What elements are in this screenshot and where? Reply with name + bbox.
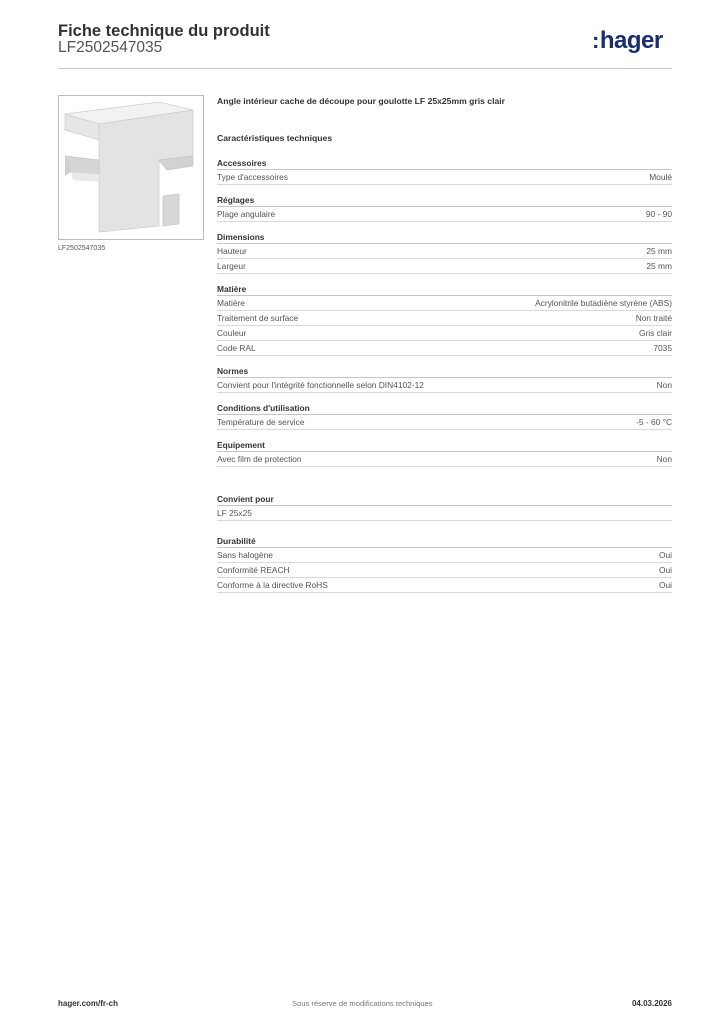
spec-groups <box>217 157 672 467</box>
hager-logo: :hager <box>592 27 663 54</box>
section-heading: Caractéristiques techniques <box>217 133 333 143</box>
row-value: Non traité <box>635 313 672 323</box>
row-value: 7035 <box>653 343 672 353</box>
row-value: Moulé <box>649 172 672 182</box>
row-label: Avec film de protection <box>217 454 302 464</box>
row-label: Code RAL <box>217 343 256 353</box>
spec-row <box>217 296 672 311</box>
row-label: Hauteur <box>217 246 247 256</box>
row-value: Non <box>656 454 672 464</box>
spec-group <box>217 194 672 222</box>
row-value: Oui <box>658 550 672 560</box>
logo-text: hager <box>599 27 663 54</box>
spec-row <box>217 326 672 341</box>
spec-group <box>217 231 672 274</box>
page-title: Fiche technique du produit <box>58 22 270 40</box>
row-label: Couleur <box>217 328 247 338</box>
product-image <box>58 95 204 240</box>
spec-group <box>217 439 672 467</box>
row-value: 90 - 90 <box>645 209 672 219</box>
spec-row <box>217 415 672 430</box>
row-label: Température de service <box>217 417 305 427</box>
row-value: 25 mm <box>646 261 672 271</box>
row-value: Non <box>656 380 672 390</box>
group-title: Accessoires <box>217 157 672 170</box>
row-value: 25 mm <box>646 246 672 256</box>
row-value: Oui <box>658 580 672 590</box>
spec-row <box>217 506 672 521</box>
row-value: -5 - 60 °C <box>636 417 672 427</box>
footer-notice: Sous réserve de modifications techniques <box>292 999 433 1008</box>
group-title: Normes <box>217 365 672 378</box>
group-title: Durabilité <box>217 535 672 548</box>
compatible-group <box>217 493 672 521</box>
spec-row <box>217 207 672 222</box>
product-description: Angle intérieur cache de découpe pour goulotte LF 25x25mm gris clair <box>217 96 505 106</box>
group-title: Dimensions <box>217 231 672 244</box>
row-label: Conformité REACH <box>217 565 290 575</box>
row-label: Plage angulaire <box>217 209 276 219</box>
durability-group <box>217 535 672 593</box>
group-title: Conditions d'utilisation <box>217 402 672 415</box>
row-label: Convient pour l'intégrité fonctionnelle selon DIN4102-12 <box>217 380 424 390</box>
spec-group <box>217 402 672 430</box>
row-value: Gris clair <box>638 328 672 338</box>
group-title: Equipement <box>217 439 672 452</box>
row-label: LF 25x25 <box>217 508 252 518</box>
image-caption: LF2502547035 <box>58 245 106 252</box>
row-label: Conforme à la directive RoHS <box>217 580 328 590</box>
product-specifications <box>217 96 672 602</box>
spec-row <box>217 244 672 259</box>
spec-row <box>217 311 672 326</box>
spec-group <box>217 283 672 356</box>
row-label: Largeur <box>217 261 246 271</box>
spec-row <box>217 563 672 578</box>
product-reference: LF2502547035 <box>58 39 163 56</box>
row-label: Sans halogène <box>217 550 273 560</box>
row-label: Matière <box>217 298 245 308</box>
group-title: Convient pour <box>217 493 672 506</box>
spec-row <box>217 170 672 185</box>
spec-row <box>217 548 672 563</box>
footer-website: hager.com/fr-ch <box>58 999 119 1008</box>
spec-row <box>217 578 672 593</box>
spec-group <box>217 157 672 185</box>
group-title: Matière <box>217 283 672 296</box>
angle-piece-illustration-icon <box>59 96 203 239</box>
spec-group <box>217 365 672 393</box>
header-divider <box>58 68 672 69</box>
row-label: Traitement de surface <box>217 313 299 323</box>
row-value: Acrylonitrile butadiène styrène (ABS) <box>535 298 672 308</box>
footer-date: 04.03.2026 <box>631 999 672 1008</box>
spec-row <box>217 452 672 467</box>
group-title: Réglages <box>217 194 672 207</box>
spec-row <box>217 378 672 393</box>
row-label: Type d'accessoires <box>217 172 288 182</box>
spec-row <box>217 259 672 274</box>
row-value: Oui <box>658 565 672 575</box>
spec-row <box>217 341 672 356</box>
